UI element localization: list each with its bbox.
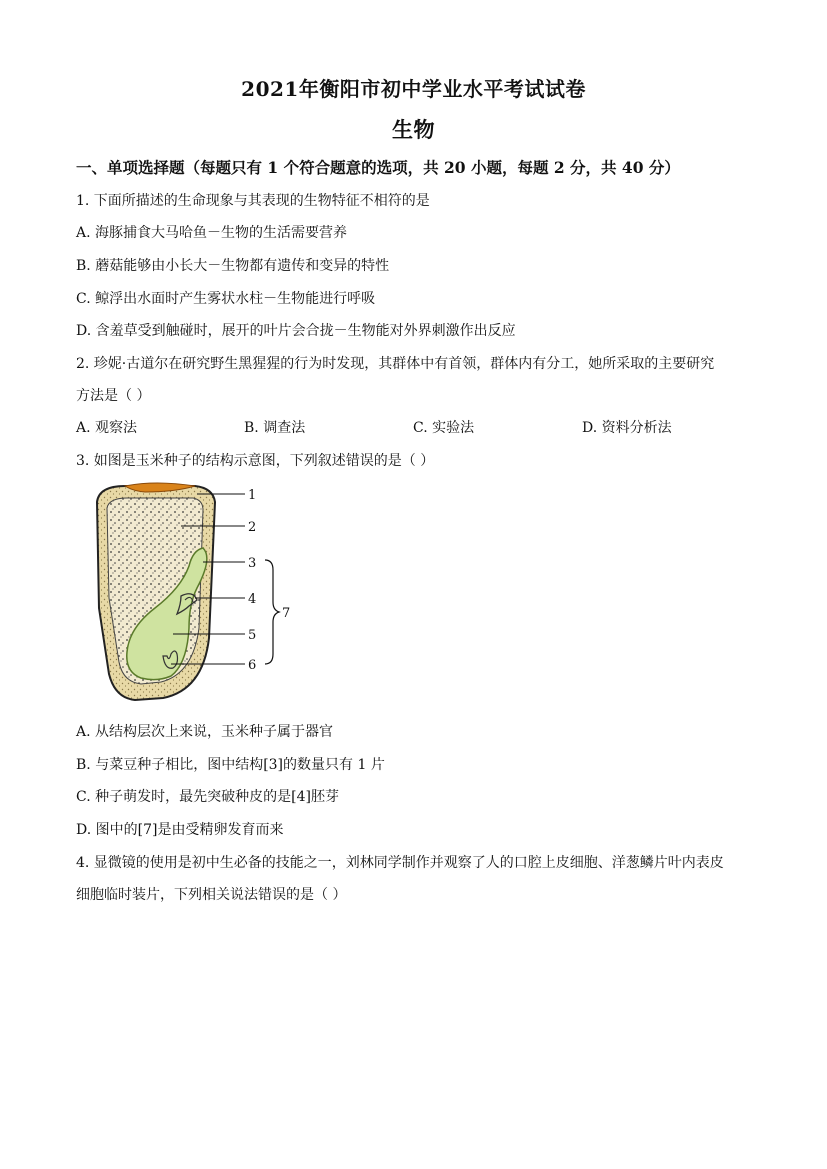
label-7: 7: [282, 606, 291, 621]
q3-stem: 3. 如图是玉米种子的结构示意图，下列叙述错误的是（ ）: [76, 453, 435, 469]
q1-option-c: C. 鲸浮出水面时产生雾状水柱－生物能进行呼吸: [76, 291, 376, 307]
exam-title: 2021年衡阳市初中学业水平考试试卷: [241, 77, 586, 101]
label-3: 3: [248, 556, 257, 571]
q3-option-d: D. 图中的[7]是由受精卵发育而来: [76, 822, 284, 838]
q2-option-c: C. 实验法: [413, 420, 475, 436]
label-1: 1: [248, 488, 257, 503]
q2-stem-line2: 方法是（ ）: [76, 388, 151, 404]
label-4: 4: [248, 592, 257, 607]
label-2: 2: [248, 520, 257, 535]
q3-option-b: B. 与菜豆种子相比，图中结构[3]的数量只有 1 片: [76, 757, 385, 773]
q3-option-c: C. 种子萌发时，最先突破种皮的是[4]胚芽: [76, 789, 339, 805]
label-6: 6: [248, 658, 257, 673]
q1-option-d: D. 含羞草受到触碰时，展开的叶片会合拢－生物能对外界刺激作出反应: [76, 323, 516, 339]
q1-option-a: A. 海豚捕食大马哈鱼－生物的生活需要营养: [76, 225, 348, 241]
q4-stem-line1: 4. 显微镜的使用是初中生必备的技能之一，刘林同学制作并观察了人的口腔上皮细胞、洋葱鳞片叶内表皮: [76, 855, 724, 871]
section-heading: 一、单项选择题（每题只有 1 个符合题意的选项，共 20 小题，每题 2 分，共 40 分）: [76, 158, 680, 177]
q1-stem: 1. 下面所描述的生命现象与其表现的生物特征不相符的是: [76, 193, 430, 209]
subject-title: 生物: [392, 117, 435, 142]
q1-option-b: B. 蘑菇能够由小长大－生物都有遗传和变异的特性: [76, 258, 390, 274]
brace-7: [265, 560, 279, 664]
q3-option-a: A. 从结构层次上来说，玉米种子属于器官: [76, 724, 334, 740]
corn-seed-diagram: [85, 478, 295, 703]
q4-stem-line2: 细胞临时装片，下列相关说法错误的是（ ）: [76, 887, 347, 903]
q2-option-b: B. 调查法: [244, 420, 306, 436]
q2-option-d: D. 资料分析法: [582, 420, 672, 436]
q2-option-a: A. 观察法: [76, 420, 138, 436]
q2-stem-line1: 2. 珍妮·古道尔在研究野生黑猩猩的行为时发现，其群体中有首领，群体内有分工，她所采取的主要研究: [76, 356, 715, 372]
label-5: 5: [248, 628, 257, 643]
